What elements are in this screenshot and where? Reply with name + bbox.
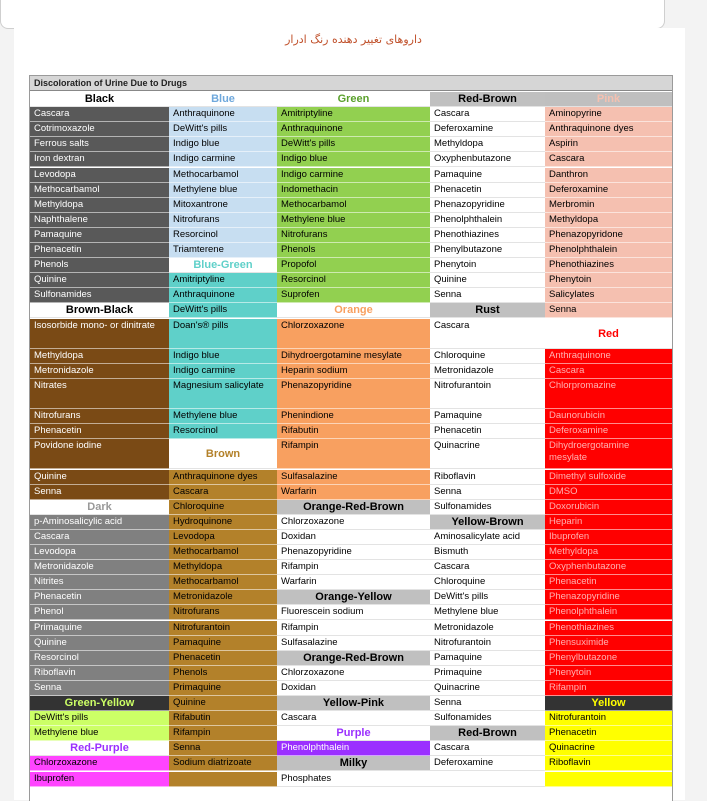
drug-cell: Resorcinol — [169, 228, 277, 243]
drug-cell: Phenacetin — [430, 424, 545, 439]
drug-cell: Oxyphenbutazone — [545, 560, 672, 575]
color-group-header: Green — [277, 92, 430, 107]
drug-cell: Nitrofurantoin — [430, 636, 545, 651]
drug-cell: Methocarbamol — [169, 575, 277, 590]
drug-cell: Phosphates — [277, 772, 430, 787]
drug-cell: Indigo blue — [277, 152, 430, 167]
drug-cell: DeWitt's pills — [430, 590, 545, 605]
drug-cell: DeWitt's pills — [277, 137, 430, 152]
color-group-header: Yellow-Brown — [430, 515, 545, 530]
drug-cell: Phenytoin — [430, 258, 545, 273]
top-card — [0, 0, 665, 29]
color-group-header: Red-Purple — [30, 741, 169, 756]
drug-cell: Quinine — [30, 273, 169, 288]
drug-cell: Dimethyl sulfoxide — [545, 470, 672, 485]
drug-cell: Quinacrine — [545, 741, 672, 756]
drug-cell: Methyldopa — [30, 198, 169, 213]
drug-cell: Warfarin — [277, 575, 430, 590]
drug-cell: Rifampin — [277, 439, 430, 469]
drug-cell: Sulfonamides — [430, 500, 545, 515]
drug-cell: Methylene blue — [169, 409, 277, 424]
drug-cell: Anthraquinone — [169, 288, 277, 303]
drug-cell: Cascara — [169, 485, 277, 500]
drug-cell: Fluorescein sodium — [277, 605, 430, 620]
drug-cell: Oxyphenbutazone — [430, 152, 545, 167]
color-group-header: Red — [545, 319, 672, 349]
drug-cell: DeWitt's pills — [169, 122, 277, 137]
drug-cell: Nitrofurans — [277, 228, 430, 243]
drug-cell: Phenols — [169, 666, 277, 681]
drug-cell: Merbromin — [545, 198, 672, 213]
drug-cell: Nitrofurans — [30, 409, 169, 424]
drug-cell: Rifabutin — [277, 424, 430, 439]
drug-cell: Resorcinol — [277, 273, 430, 288]
drug-cell: p-Aminosalicylic acid — [30, 515, 169, 530]
drug-cell: Chlorpromazine — [545, 379, 672, 409]
drug-cell: Suprofen — [277, 288, 430, 303]
drug-cell: Cascara — [430, 107, 545, 122]
urine-discoloration-table — [29, 75, 673, 801]
drug-cell: Phenylbutazone — [430, 243, 545, 258]
drug-cell: Phenazopyridine — [277, 379, 430, 409]
drug-cell: Mitoxantrone — [169, 198, 277, 213]
drug-cell: Chloroquine — [430, 575, 545, 590]
drug-cell: Magnesium salicylate — [169, 379, 277, 409]
drug-cell: Triamterene — [169, 243, 277, 258]
drug-cell: Ferrous salts — [30, 137, 169, 152]
drug-cell: Nitrites — [30, 575, 169, 590]
drug-cell: Aminosalicylate acid — [430, 530, 545, 545]
drug-cell: Doxidan — [277, 530, 430, 545]
drug-cell: Nitrofurantoin — [169, 621, 277, 636]
drug-cell: Nitrofurantoin — [545, 711, 672, 726]
color-group-header: Black — [30, 92, 169, 107]
drug-cell: Povidone iodine — [30, 439, 169, 469]
drug-cell: Phenolphthalein — [277, 741, 430, 756]
drug-cell: Methyldopa — [169, 560, 277, 575]
drug-cell: Amitriptyline — [277, 107, 430, 122]
drug-cell: Methocarbamol — [30, 183, 169, 198]
drug-cell: Anthraquinone — [277, 122, 430, 137]
color-group-header: Brown-Black — [30, 303, 169, 318]
color-group-header: Yellow — [545, 696, 672, 711]
drug-cell: Rifampin — [277, 621, 430, 636]
drug-cell: Methylene blue — [169, 183, 277, 198]
drug-cell: Quinacrine — [430, 439, 545, 469]
drug-cell: Cascara — [545, 152, 672, 167]
drug-cell: Riboflavin — [430, 470, 545, 485]
drug-cell: Phenacetin — [30, 424, 169, 439]
drug-cell: Methyldopa — [430, 137, 545, 152]
drug-cell: Primaquine — [30, 621, 169, 636]
drug-cell: Senna — [430, 288, 545, 303]
drug-cell: Phenazopyridone — [545, 228, 672, 243]
drug-cell: Anthraquinone dyes — [545, 122, 672, 137]
drug-cell: Rifampin — [545, 681, 672, 696]
drug-cell: Chlorzoxazone — [30, 756, 169, 771]
drug-cell: Cascara — [545, 364, 672, 379]
color-group-header: Milky — [277, 756, 430, 771]
drug-cell: Phenols — [30, 258, 169, 273]
drug-cell: Phenytoin — [545, 666, 672, 681]
drug-cell: Senna — [430, 696, 545, 711]
drug-cell: Indigo blue — [169, 137, 277, 152]
drug-cell: Cotrimoxazole — [30, 122, 169, 137]
drug-cell: Warfarin — [277, 485, 430, 500]
drug-cell: Iron dextran — [30, 152, 169, 167]
color-group-header: Yellow-Pink — [277, 696, 430, 711]
drug-cell: Aminopyrine — [545, 107, 672, 122]
drug-cell: Metronidazole — [169, 590, 277, 605]
drug-cell: Resorcinol — [169, 424, 277, 439]
drug-cell: DeWitt's pills — [30, 711, 169, 726]
drug-cell: Riboflavin — [545, 756, 672, 771]
drug-cell: Phenazopyridine — [430, 198, 545, 213]
drug-cell: Phenindione — [277, 409, 430, 424]
drug-cell: Phenacetin — [30, 590, 169, 605]
color-group-header: Rust — [430, 303, 545, 318]
drug-cell: Rifabutin — [169, 711, 277, 726]
drug-cell: Indigo carmine — [169, 152, 277, 167]
drug-cell: Phenothiazines — [430, 228, 545, 243]
drug-cell: Rifampin — [169, 726, 277, 741]
drug-cell: Indigo carmine — [169, 364, 277, 379]
drug-cell: Anthraquinone dyes — [169, 470, 277, 485]
drug-cell: Cascara — [277, 711, 430, 726]
drug-cell: Senna — [30, 485, 169, 500]
drug-cell: Indomethacin — [277, 183, 430, 198]
drug-cell: Quinacrine — [430, 681, 545, 696]
drug-cell: Senna — [430, 485, 545, 500]
drug-cell: Senna — [545, 303, 672, 318]
drug-cell: Phenazopyridine — [277, 545, 430, 560]
color-group-header: Orange-Red-Brown — [277, 500, 430, 515]
drug-cell: Chlorzoxazone — [277, 319, 430, 349]
drug-cell: Sulfonamides — [30, 288, 169, 303]
drug-cell: Dihydroergotamine mesylate — [277, 349, 430, 364]
drug-cell: Isosorbide mono- or dinitrate — [30, 319, 169, 349]
drug-cell: Methylene blue — [30, 726, 169, 741]
drug-cell: Propofol — [277, 258, 430, 273]
drug-cell: Phenolphthalein — [545, 605, 672, 620]
drug-cell — [169, 772, 277, 787]
drug-cell: Heparin sodium — [277, 364, 430, 379]
drug-cell: Resorcinol — [30, 651, 169, 666]
drug-cell: Naphthalene — [30, 213, 169, 228]
drug-cell: Methocarbamol — [277, 198, 430, 213]
drug-cell: Doxorubicin — [545, 500, 672, 515]
drug-cell: Ibuprofen — [545, 530, 672, 545]
drug-cell: Phenacetin — [30, 243, 169, 258]
drug-cell: Doxidan — [277, 681, 430, 696]
drug-cell: Heparin — [545, 515, 672, 530]
drug-cell: Phensuximide — [545, 636, 672, 651]
drug-cell: Cascara — [430, 560, 545, 575]
drug-cell: Phenacetin — [169, 651, 277, 666]
drug-cell: Pamaquine — [430, 409, 545, 424]
drug-cell: Anthraquinone — [545, 349, 672, 364]
drug-cell: Hydroquinone — [169, 515, 277, 530]
drug-cell: Senna — [169, 741, 277, 756]
drug-cell: Metronidazole — [430, 621, 545, 636]
color-group-header: Red-Brown — [430, 92, 545, 107]
color-group-header: Purple — [277, 726, 430, 741]
drug-cell — [545, 772, 672, 787]
drug-cell: Quinine — [30, 470, 169, 485]
drug-cell: Phenazopyridine — [545, 590, 672, 605]
drug-cell: Chloroquine — [169, 500, 277, 515]
table-title: Discoloration of Urine Due to Drugs — [30, 76, 672, 91]
drug-cell: Methocarbamol — [169, 168, 277, 183]
drug-cell: Levodopa — [169, 530, 277, 545]
drug-cell: Methylene blue — [430, 605, 545, 620]
drug-cell: Phenacetin — [430, 183, 545, 198]
drug-cell: Pamaquine — [430, 651, 545, 666]
drug-cell: Sulfasalazine — [277, 470, 430, 485]
page-title: داروهای تغییر دهنده رنگ ادرار — [285, 33, 422, 46]
drug-cell: Nitrates — [30, 379, 169, 409]
drug-cell: Quinine — [430, 273, 545, 288]
drug-cell: Danthron — [545, 168, 672, 183]
color-group-header: Green-Yellow — [30, 696, 169, 711]
drug-cell: Pamaquine — [30, 228, 169, 243]
drug-cell: Nitrofurantoin — [430, 379, 545, 409]
drug-cell: Aspirin — [545, 137, 672, 152]
drug-cell: Pamaquine — [169, 636, 277, 651]
drug-cell: Methyldopa — [545, 213, 672, 228]
drug-cell: Phenols — [277, 243, 430, 258]
color-group-header: Orange-Red-Brown — [277, 651, 430, 666]
drug-cell: Indigo carmine — [277, 168, 430, 183]
drug-cell: Nitrofurans — [169, 605, 277, 620]
drug-cell — [430, 772, 545, 787]
drug-cell: Levodopa — [30, 168, 169, 183]
drug-cell: Phenacetin — [545, 575, 672, 590]
drug-cell: Metronidazole — [430, 364, 545, 379]
drug-cell: Nitrofurans — [169, 213, 277, 228]
drug-cell: Anthraquinone — [169, 107, 277, 122]
drug-cell: Bismuth — [430, 545, 545, 560]
drug-cell: Sodium diatrizoate — [169, 756, 277, 771]
color-group-header: Dark — [30, 500, 169, 515]
drug-cell: DeWitt's pills — [169, 303, 277, 318]
drug-cell: Chlorzoxazone — [277, 666, 430, 681]
drug-cell: Primaquine — [430, 666, 545, 681]
drug-cell: Phenol — [30, 605, 169, 620]
color-group-header: Brown — [169, 439, 277, 469]
drug-cell: Metronidazole — [30, 560, 169, 575]
drug-cell: Primaquine — [169, 681, 277, 696]
drug-cell: Phenolphthalein — [545, 243, 672, 258]
drug-cell: Sulfonamides — [430, 711, 545, 726]
drug-cell: Deferoxamine — [545, 183, 672, 198]
drug-cell: Phenytoin — [545, 273, 672, 288]
drug-cell: Quinine — [30, 636, 169, 651]
drug-cell: Ibuprofen — [30, 772, 169, 787]
drug-cell: Riboflavin — [30, 666, 169, 681]
drug-cell: Cascara — [30, 530, 169, 545]
drug-cell: Cascara — [430, 319, 545, 349]
drug-cell: Sulfasalazine — [277, 636, 430, 651]
drug-cell: Levodopa — [30, 545, 169, 560]
drug-cell: Phenylbutazone — [545, 651, 672, 666]
drug-cell: Quinine — [169, 696, 277, 711]
drug-cell: Indigo blue — [169, 349, 277, 364]
color-group-header: Orange — [277, 303, 430, 318]
drug-cell: Dihydroergotamine mesylate — [545, 439, 672, 469]
drug-cell: Deferoxamine — [430, 122, 545, 137]
drug-cell: Amitriptyline — [169, 273, 277, 288]
drug-cell: Pamaquine — [430, 168, 545, 183]
drug-cell: Daunorubicin — [545, 409, 672, 424]
drug-cell: Chloroquine — [430, 349, 545, 364]
color-group-header: Orange-Yellow — [277, 590, 430, 605]
drug-cell: Rifampin — [277, 560, 430, 575]
drug-cell: Metronidazole — [30, 364, 169, 379]
drug-cell: Deferoxamine — [545, 424, 672, 439]
drug-cell: Doan's® pills — [169, 319, 277, 349]
drug-cell: Phenothiazines — [545, 258, 672, 273]
drug-cell: Methylene blue — [277, 213, 430, 228]
drug-cell: Phenothiazines — [545, 621, 672, 636]
color-group-header: Blue-Green — [169, 258, 277, 273]
drug-cell: Deferoxamine — [430, 756, 545, 771]
drug-cell: Methocarbamol — [169, 545, 277, 560]
drug-cell: Phenacetin — [545, 726, 672, 741]
color-group-header: Red-Brown — [430, 726, 545, 741]
drug-cell: Methyldopa — [30, 349, 169, 364]
drug-cell: Cascara — [30, 107, 169, 122]
drug-cell: Methyldopa — [545, 545, 672, 560]
drug-cell: Phenolphthalein — [430, 213, 545, 228]
color-group-header: Blue — [169, 92, 277, 107]
drug-cell: Cascara — [430, 741, 545, 756]
drug-cell: DMSO — [545, 485, 672, 500]
color-group-header: Pink — [545, 92, 672, 107]
drug-cell: Chlorzoxazone — [277, 515, 430, 530]
drug-cell: Senna — [30, 681, 169, 696]
drug-cell: Salicylates — [545, 288, 672, 303]
